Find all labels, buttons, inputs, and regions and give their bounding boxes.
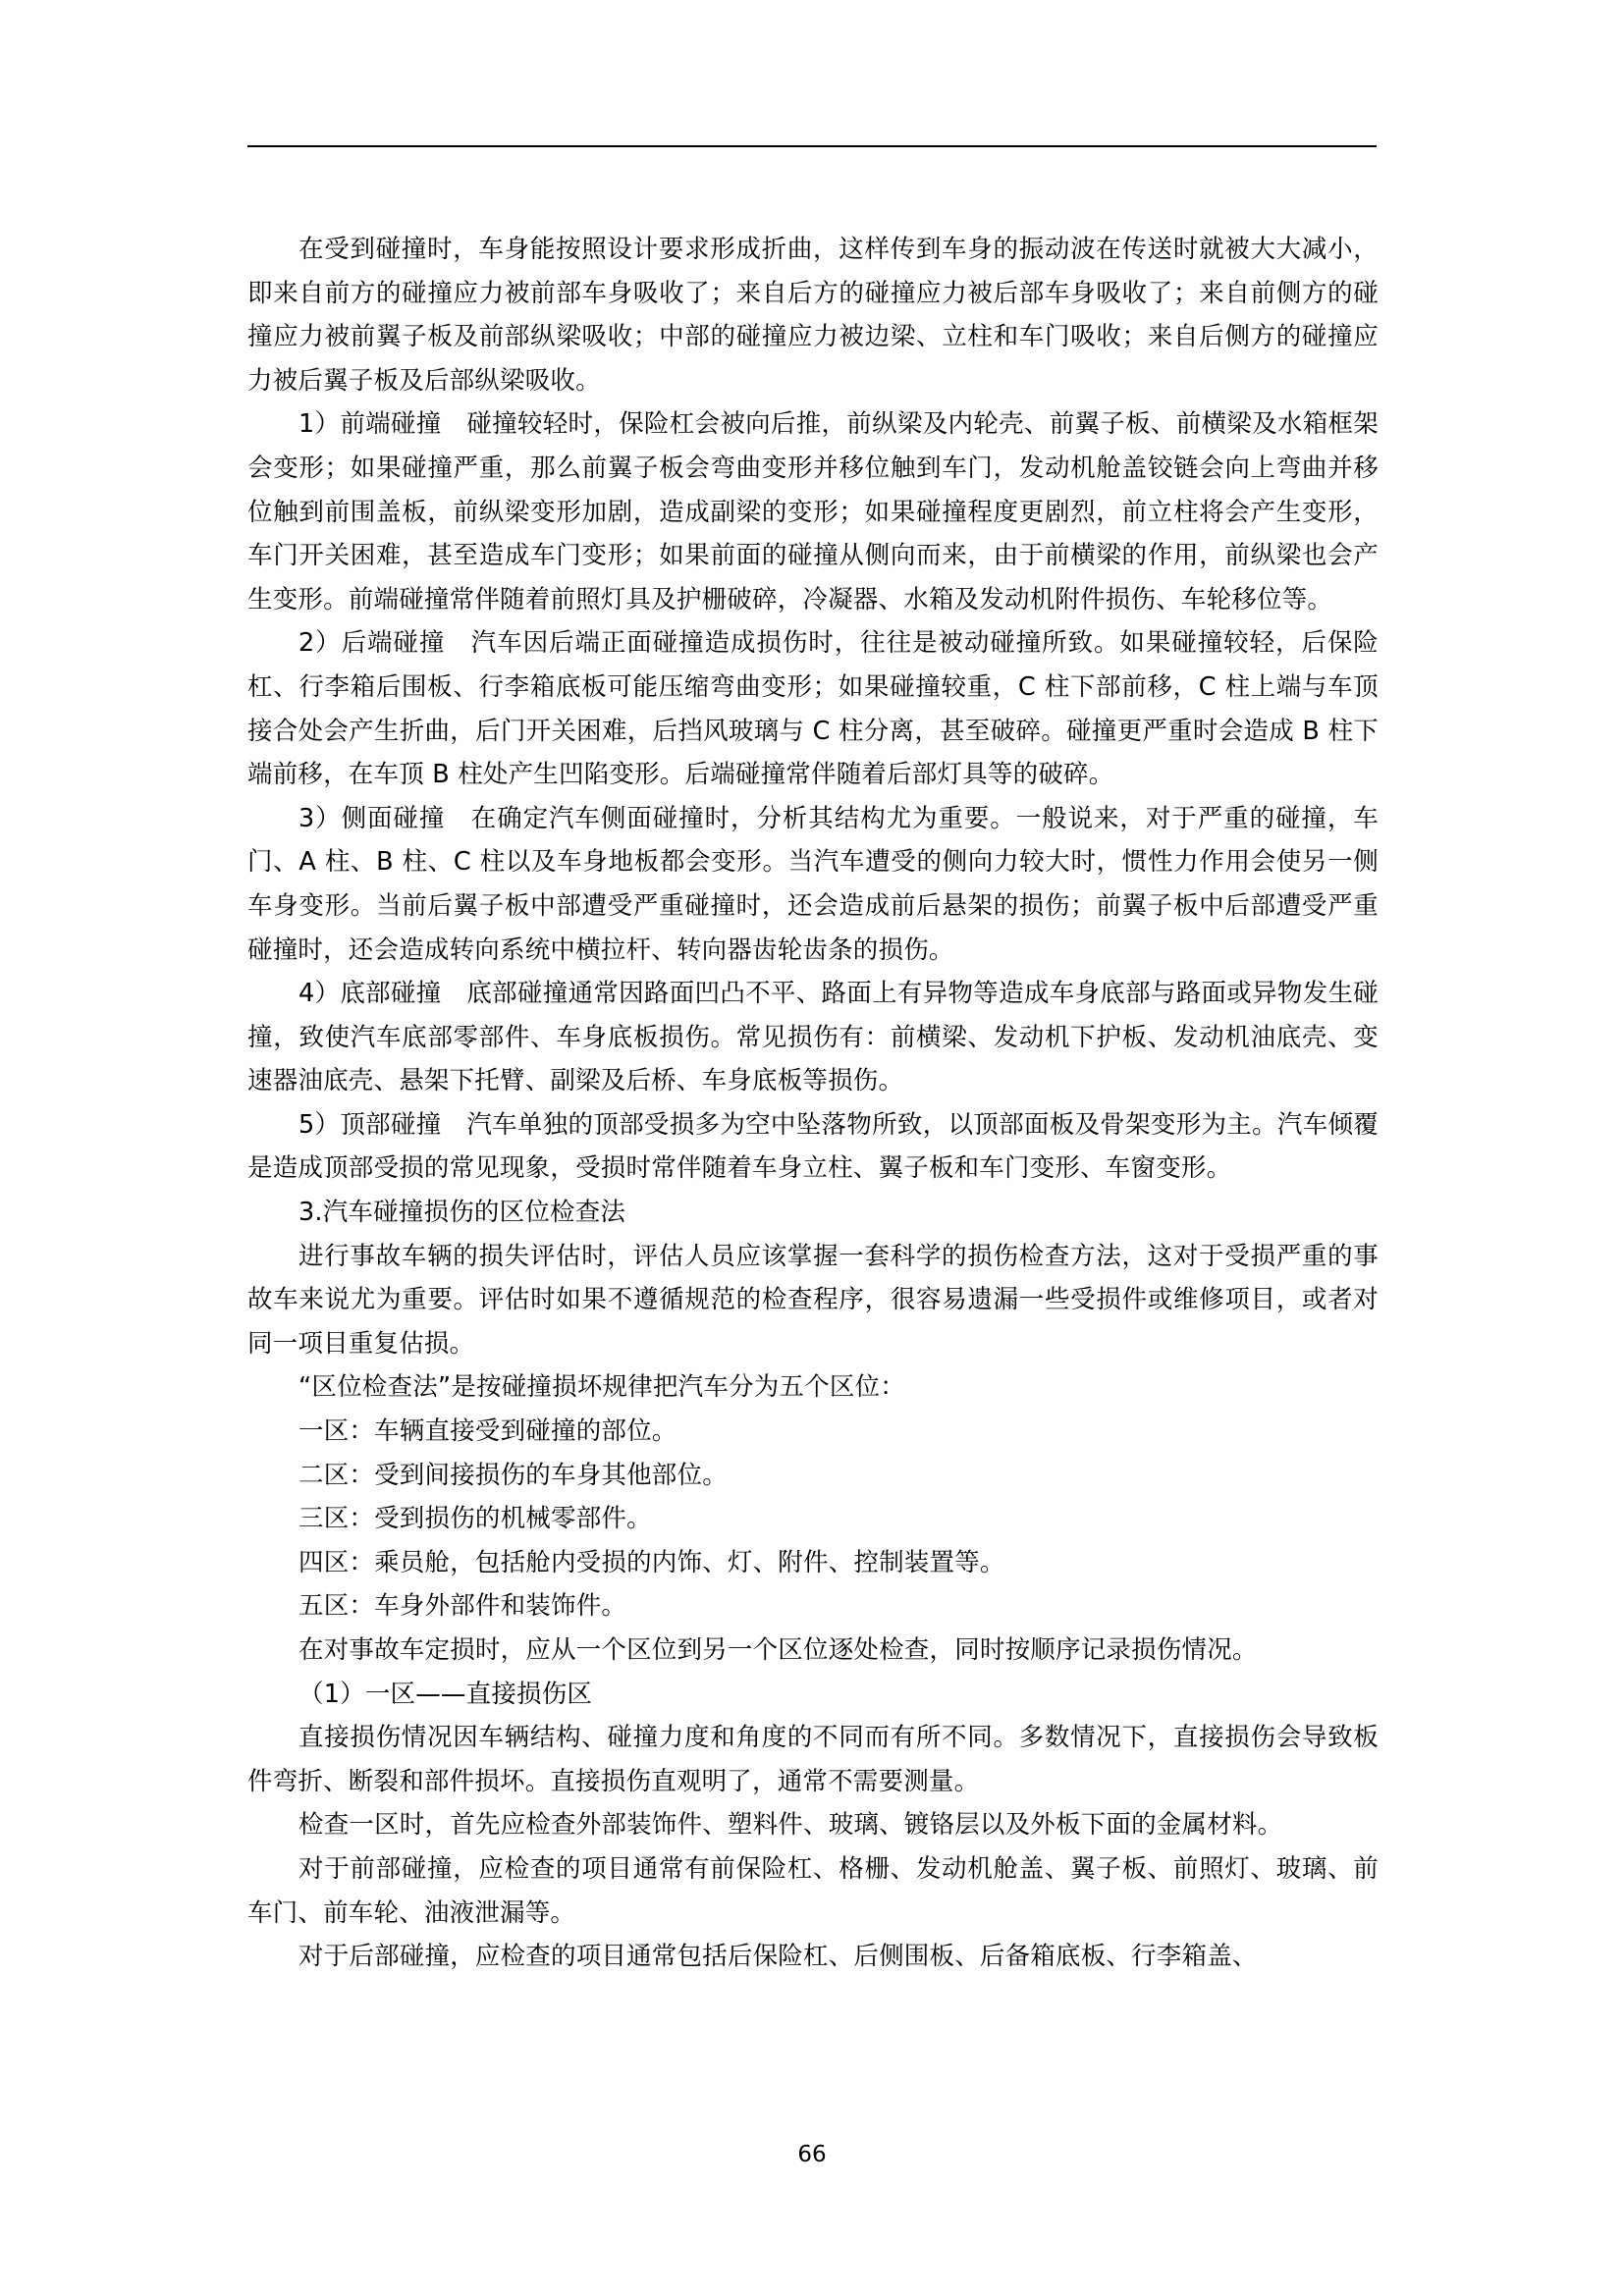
paragraph: 直接损伤情况因车辆结构、碰撞力度和角度的不同而有所不同。多数情况下，直接损伤会导致板件弯折、断裂和部件损坏。直接损伤直观明了，通常不需要测量。	[247, 1723, 1379, 1796]
paragraph: 对于后部碰撞，应检查的项目通常包括后保险杠、后侧围板、后备箱底板、行李箱盖、	[298, 1942, 1258, 1972]
page-number: 66	[797, 2142, 827, 2167]
paragraph: 检查一区时，首先应检查外部装饰件、塑料件、玻璃、镀铬层以及外板下面的金属材料。	[298, 1810, 1283, 1841]
paragraph: 1）前端碰撞 碰撞较轻时，保险杠会被向后推，前纵梁及内轮壳、前翼子板、前横梁及水箱框架会变形；如果碰撞严重，那么前翼子板会弯曲变形并移位触到车门，发动机舱盖铰链会向上弯曲并移位触到前围盖板，前纵梁变形加剧，造成副梁的变形；如果碰撞程度更剧烈，前立柱将会产生变形，车门开关困难，甚至造成车门变形；如果前面的碰撞从侧向而来，由于前横梁的作用，前纵梁也会产生变形。前端碰撞常伴随着前照灯具及护栅破碎，冷凝器、水箱及发动机附件损伤、车轮移位等。	[247, 409, 1379, 614]
paragraph: 5）顶部碰撞 汽车单独的顶部受损多为空中坠落物所致，以顶部面板及骨架变形为主。汽车倾覆是造成顶部受损的常见现象，受损时常伴随着车身立柱、翼子板和车门变形、车窗变形。	[247, 1109, 1379, 1184]
paragraph: 3）侧面碰撞 在确定汽车侧面碰撞时，分析其结构尤为重要。一般说来，对于严重的碰撞，车门、A 柱、B 柱、C 柱以及车身地板都会变形。当汽车遭受的侧向力较大时，惯性力作用会使另一侧车身变形。当前后翼子板中部遭受严重碰撞时，还会造成前后悬架的损伤；前翼子板中后部遭受严重碰撞时，还会造成转向系统中横拉杆、转向器齿轮齿条的损伤。	[247, 803, 1379, 965]
subsection-heading: （1）一区——直接损伤区	[298, 1679, 593, 1709]
paragraph: 4）底部碰撞 底部碰撞通常因路面凹凸不平、路面上有异物等造成车身底部与路面或异物发生碰撞，致使汽车底部零部件、车身底板损伤。常见损伤有：前横梁、发动机下护板、发动机油底壳、变速器油底壳、悬架下托臂、副梁及后桥、车身底板等损伤。	[247, 979, 1379, 1096]
paragraph: 2）后端碰撞 汽车因后端正面碰撞造成损伤时，往往是被动碰撞所致。如果碰撞较轻，后保险杠、行李箱后围板、行李箱底板可能压缩弯曲变形；如果碰撞较重，C 柱下部前移，C 柱上端与车顶接合处会产生折曲，后门开关困难，后挡风玻璃与 C 柱分离，甚至破碎。碰撞更严重时会造成 B 柱下端前移，在车顶 B 柱处产生凹陷变形。后端碰撞常伴随着后部灯具等的破碎。	[247, 628, 1379, 790]
paragraph: 对于前部碰撞，应检查的项目通常有前保险杠、格栅、发动机舱盖、翼子板、前照灯、玻璃、前车门、前车轮、油液泄漏等。	[247, 1853, 1379, 1928]
paragraph: 在对事故车定损时，应从一个区位到另一个区位逐处检查，同时按顺序记录损伤情况。	[298, 1635, 1258, 1665]
paragraph: 在受到碰撞时，车身能按照设计要求形成折曲，这样传到车身的振动波在传送时就被大大减小，即来自前方的碰撞应力被前部车身吸收了；来自后方的碰撞应力被后部车身吸收了；来自前侧方的碰撞应力被前翼子板及前部纵梁吸收；中部的碰撞应力被边梁、立柱和车门吸收；来自后侧方的碰撞应力被后翼子板及后部纵梁吸收。	[247, 235, 1379, 396]
header-divider	[247, 145, 1377, 147]
list-item: 二区：受到间接损伤的车身其他部位。	[298, 1460, 728, 1490]
paragraph: 进行事故车辆的损失评估时，评估人员应该掌握一套科学的损伤检查方法，这对于受损严重的事故车来说尤为重要。评估时如果不遵循规范的检查程序，很容易遗漏一些受损件或维修项目，或者对同一项目重复估损。	[247, 1241, 1379, 1359]
list-item: 一区：车辆直接受到碰撞的部位。	[298, 1416, 677, 1447]
list-item: 四区：乘员舱，包括舱内受损的内饰、灯、附件、控制装置等。	[298, 1547, 1005, 1577]
list-item: 五区：车身外部件和装饰件。	[298, 1591, 627, 1622]
list-item: 三区：受到损伤的机械零部件。	[298, 1504, 652, 1534]
page-body	[247, 228, 1379, 1979]
section-heading: 3.汽车碰撞损伤的区位检查法	[298, 1198, 626, 1228]
paragraph: “区位检查法”是按碰撞损坏规律把汽车分为五个区位：	[298, 1372, 905, 1403]
